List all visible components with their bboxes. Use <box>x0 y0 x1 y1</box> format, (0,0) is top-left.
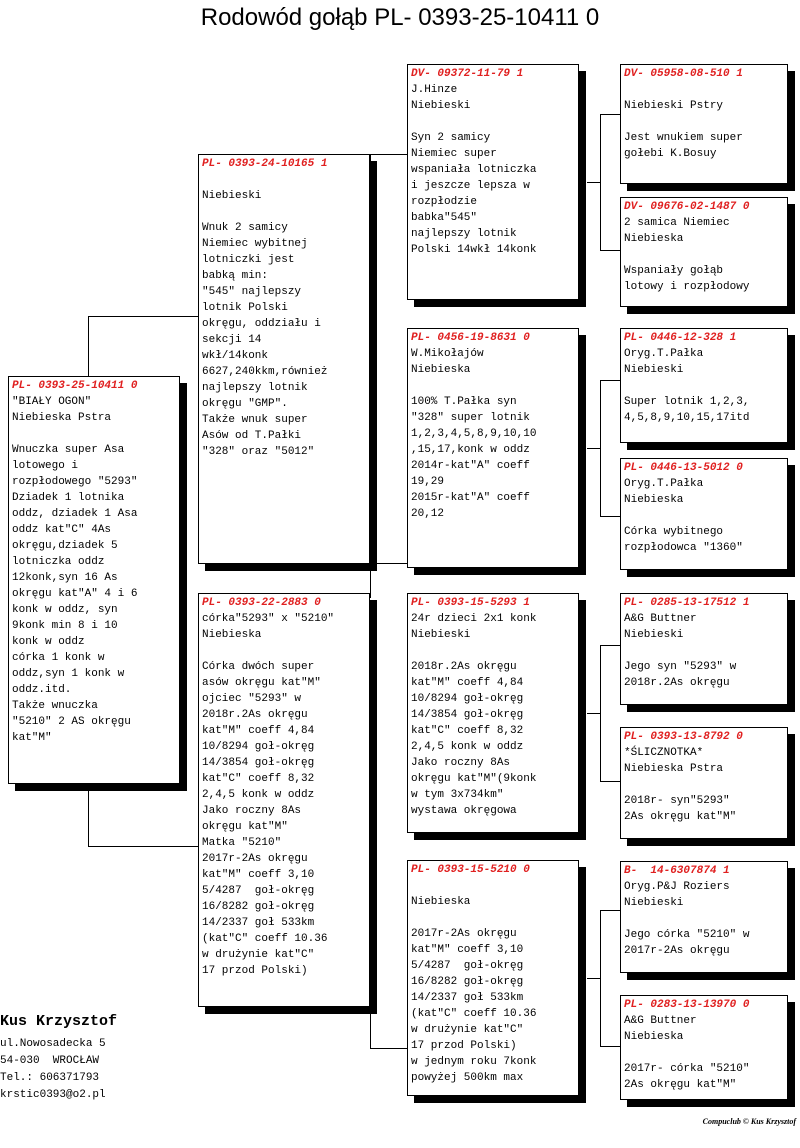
bird-description-line: najlepszy lotnik <box>411 228 517 240</box>
bird-description-line: 4,5,8,9,10,15,17itd <box>624 412 750 424</box>
pedigree-card-dam-dam <box>407 860 579 1096</box>
ring-number: DV- 05958-08-510 1 <box>624 68 743 80</box>
bird-description-line <box>411 910 575 926</box>
bird-description-line: 2017r-2As okręgu <box>411 928 517 940</box>
bird-description-line <box>624 1045 784 1061</box>
bird-description-line: 2017r-2As okręgu <box>202 853 308 865</box>
pedigree-card-sd-sire <box>620 328 788 443</box>
page-title: Rodowód gołąb PL- 0393-25-10411 0 <box>200 4 600 31</box>
bird-description-line: (kat"C" coeff 10.36 <box>411 1008 537 1020</box>
connector-line <box>88 846 200 847</box>
bird-description-line: Niebieska <box>624 494 684 506</box>
bird-description-line: 14/2337 goł 533km <box>202 917 315 929</box>
connector-line <box>370 154 407 155</box>
bird-description-line: Niebieska <box>202 629 262 641</box>
connector-line <box>587 182 600 183</box>
bird-description-line: Super lotnik 1,2,3, <box>624 396 750 408</box>
bird-description-line: Niemiec super <box>411 148 497 160</box>
pedigree-card-ds-dam <box>620 727 788 839</box>
bird-description-line: 16/8282 goł-okręg <box>202 901 315 913</box>
connector-line <box>587 713 600 714</box>
bird-description-line: 14/2337 goł 533km <box>411 992 524 1004</box>
bird-description-line: 2,4,5 konk w oddz <box>411 741 524 753</box>
bird-description-line: J.Hinze <box>411 84 458 96</box>
connector-line <box>370 154 371 172</box>
bird-description-line <box>624 247 784 263</box>
bird-description-line: 14/3854 goł-okręg <box>411 709 524 721</box>
ring-number: DV- 09372-11-79 1 <box>411 68 524 80</box>
bird-description-line: lotniczka oddz <box>12 556 105 568</box>
bird-description-line: Niemiec wybitnej <box>202 238 308 250</box>
bird-description-line <box>624 643 784 659</box>
owner-contact <box>0 1013 117 1104</box>
bird-description-line: oddz.itd. <box>12 684 72 696</box>
bird-description-line: w drużynie kat"C" <box>411 1024 524 1036</box>
bird-description-line: wspaniała lotniczka <box>411 164 537 176</box>
pedigree-card-dam <box>198 593 370 1007</box>
bird-description-line: Asów od T.Pałki <box>202 430 302 442</box>
bird-description-line: 2018r.2As okręgu <box>202 709 308 721</box>
ring-number: PL- 0393-15-5293 1 <box>411 597 530 609</box>
bird-description-line: Niebieski <box>411 629 471 641</box>
pedigree-card-dam-sire <box>407 593 579 833</box>
bird-description-line: Niebieska <box>624 233 684 245</box>
ring-number: PL- 0456-19-8631 0 <box>411 332 530 344</box>
connector-line <box>600 380 601 516</box>
bird-description-line: Niebieski <box>624 897 684 909</box>
bird-description-line: Niebieska <box>411 896 471 908</box>
bird-description-line: 1,2,3,4,5,8,9,10,10 <box>411 428 537 440</box>
bird-description-line: Niebieska Pstra <box>624 763 724 775</box>
pedigree-card-ss-sire <box>620 64 788 184</box>
bird-description-line: 2As okręgu kat"M" <box>624 1079 737 1091</box>
bird-description-line: lotowy i rozpłodowy <box>624 281 750 293</box>
bird-description-line: i jeszcze lepsza w <box>411 180 530 192</box>
bird-description-line: 19,29 <box>411 476 445 488</box>
ring-number: DV- 09676-02-1487 0 <box>624 201 750 213</box>
owner-city: 54-030 WROCŁAW <box>0 1055 100 1067</box>
bird-description-line: okręgu kat"M"(9konk <box>411 773 537 785</box>
bird-description-line: kat"M" coeff 4,84 <box>202 725 315 737</box>
pedigree-card-sd-dam <box>620 458 788 570</box>
bird-description-line: 6627,240kkm,również <box>202 366 328 378</box>
bird-description-line <box>624 378 784 394</box>
ring-number: PL- 0446-13-5012 0 <box>624 462 743 474</box>
pedigree-card-ds-sire <box>620 593 788 705</box>
bird-description-line: w jednym roku 7konk <box>411 1056 537 1068</box>
ring-number: PL- 0393-25-10411 0 <box>12 380 138 392</box>
bird-description-line: najlepszy lotnik <box>202 382 308 394</box>
bird-description-line: okręgu kat"M" <box>202 821 288 833</box>
bird-description-line: A&G Buttner <box>624 1015 697 1027</box>
bird-description-line: kat"C" coeff 8,32 <box>411 725 524 737</box>
bird-description-line: "328" super lotnik <box>411 412 530 424</box>
bird-description-line: Jego syn "5293" w <box>624 661 737 673</box>
connector-line <box>88 783 89 847</box>
connector-line <box>600 781 620 782</box>
owner-email: krstic0393@o2.pl <box>0 1089 106 1101</box>
bird-description-line: córka 1 konk w <box>12 652 105 664</box>
bird-description-line: kat"M" coeff 3,10 <box>411 944 524 956</box>
owner-address: ul.Nowosadecka 5 <box>0 1038 106 1050</box>
bird-description-line: *ŚLICZNOTKA* <box>624 747 704 759</box>
bird-description-line: konk w oddz <box>12 636 85 648</box>
connector-line <box>88 316 89 376</box>
bird-description-line: babka"545" <box>411 212 478 224</box>
ring-number: B- 14-6307874 1 <box>624 865 730 877</box>
bird-description-line: wkł/14konk <box>202 350 269 362</box>
bird-description-line: A&G Buttner <box>624 613 697 625</box>
bird-description-line: Niebieska Pstra <box>12 412 112 424</box>
connector-line <box>600 645 601 781</box>
bird-description-line: ,15,17,konk w oddz <box>411 444 530 456</box>
connector-line <box>370 563 407 564</box>
bird-description-line: Niebieski <box>624 364 684 376</box>
owner-name: Kus Krzysztof <box>0 1013 118 1030</box>
bird-description-line <box>411 643 575 659</box>
bird-description-line: 2015r-kat"A" coeff <box>411 492 530 504</box>
bird-description-line: 2017r- córka "5210" <box>624 1063 750 1075</box>
bird-description-line <box>411 878 575 894</box>
bird-description-line <box>411 114 575 130</box>
bird-description-line: 14/3854 goł-okręg <box>202 757 315 769</box>
pedigree-card-sire-dam <box>407 328 579 568</box>
connector-line <box>600 516 620 517</box>
bird-description-line: 2 samica Niemiec <box>624 217 730 229</box>
bird-description-line: rozpłodzie <box>411 196 478 208</box>
bird-description-line: konk w oddz, syn <box>12 604 118 616</box>
bird-description-line: 20,12 <box>411 508 445 520</box>
bird-description-line: Jest wnukiem super <box>624 132 743 144</box>
bird-description-line: Niebieski Pstry <box>624 100 724 112</box>
bird-description-line: Niebieski <box>411 100 471 112</box>
pedigree-card-dd-dam <box>620 995 788 1100</box>
connector-line <box>600 114 601 250</box>
bird-description-line: lotowego i <box>12 460 79 472</box>
bird-description-line: kat"M" coeff 4,84 <box>411 677 524 689</box>
bird-description-line <box>12 426 176 442</box>
bird-description-line: 10/8294 goł-okręg <box>411 693 524 705</box>
connector-line <box>600 1046 620 1047</box>
connector-line <box>600 645 620 646</box>
bird-description-line: asów okręgu kat"M" <box>202 677 321 689</box>
bird-description-line: Wspaniały gołąb <box>624 265 724 277</box>
bird-description-line: Niebieska <box>624 1031 684 1043</box>
bird-description-line: Oryg.T.Pałka <box>624 348 704 360</box>
bird-description-line: Wnuk 2 samicy <box>202 222 288 234</box>
connector-line <box>600 114 620 115</box>
bird-description-line <box>411 378 575 394</box>
bird-description-line: kat"C" coeff 8,32 <box>202 773 315 785</box>
bird-description-line <box>202 204 366 220</box>
bird-description-line: okręgu,dziadek 5 <box>12 540 118 552</box>
bird-description-line: 17 przod Polski) <box>411 1040 517 1052</box>
bird-description-line: 2017r-2As okręgu <box>624 945 730 957</box>
ring-number: PL- 0393-24-10165 1 <box>202 158 328 170</box>
connector-line <box>600 910 601 1046</box>
connector-line <box>587 978 600 979</box>
bird-description-line: Jego córka "5210" w <box>624 929 750 941</box>
bird-description-line: lotnik Polski <box>202 302 288 314</box>
bird-description-line: "5210" 2 AS okręgu <box>12 716 131 728</box>
bird-description-line <box>624 114 784 130</box>
bird-description-line: ojciec "5293" w <box>202 693 302 705</box>
bird-description-line <box>624 911 784 927</box>
bird-description-line: 100% T.Pałka syn <box>411 396 517 408</box>
bird-description-line: 10/8294 goł-okręg <box>202 741 315 753</box>
ring-number: PL- 0393-15-5210 0 <box>411 864 530 876</box>
bird-description-line: 2018r.2As okręgu <box>624 677 730 689</box>
bird-description-line: Syn 2 samicy <box>411 132 491 144</box>
connector-line <box>600 250 620 251</box>
bird-description-line: 2018r- syn"5293" <box>624 795 730 807</box>
bird-description-line: sekcji 14 <box>202 334 262 346</box>
bird-description-line: córka"5293" x "5210" <box>202 613 335 625</box>
pedigree-card-ss-dam <box>620 197 788 307</box>
bird-description-line: w drużynie kat"C" <box>202 949 315 961</box>
bird-description-line: Także wnuczka <box>12 700 98 712</box>
bird-description-line: kat"M" <box>12 732 52 744</box>
bird-description-line: 5/4287 goł-okręg <box>202 885 315 897</box>
bird-description-line <box>202 643 366 659</box>
bird-description-line: 2,4,5 konk w oddz <box>202 789 315 801</box>
bird-description-line: okręgu kat"A" 4 i 6 <box>12 588 138 600</box>
pedigree-card-sire-sire <box>407 64 579 300</box>
bird-description-line: rozpłodowca "1360" <box>624 542 743 554</box>
bird-description-line: Niebieski <box>202 190 262 202</box>
bird-description-line: Polski 14wkł 14konk <box>411 244 537 256</box>
bird-description-line: 16/8282 goł-okręg <box>411 976 524 988</box>
connector-line <box>600 910 620 911</box>
pedigree-card-subject <box>8 376 180 784</box>
bird-description-line: Córka dwóch super <box>202 661 315 673</box>
bird-description-line: lotniczki jest <box>202 254 295 266</box>
bird-description-line: (kat"C" coeff 10.36 <box>202 933 328 945</box>
bird-description-line: 12konk,syn 16 As <box>12 572 118 584</box>
bird-description-line: 5/4287 goł-okręg <box>411 960 524 972</box>
bird-description-line: Matka "5210" <box>202 837 282 849</box>
bird-description-line: w tym 3x734km" <box>411 789 504 801</box>
bird-description-line: "328" oraz "5012" <box>202 446 315 458</box>
connector-line <box>600 380 620 381</box>
bird-description-line: Córka wybitnego <box>624 526 724 538</box>
bird-description-line <box>624 508 784 524</box>
bird-description-line: okręgu, oddziału i <box>202 318 321 330</box>
pedigree-card-dd-sire <box>620 861 788 973</box>
bird-description-line: Jako roczny 8As <box>411 757 511 769</box>
bird-description-line: oddz, dziadek 1 Asa <box>12 508 138 520</box>
bird-description-line <box>624 777 784 793</box>
connector-line <box>370 563 371 598</box>
connector-line <box>370 1008 371 1048</box>
footer-credit: Compuclub © Kus Krzysztof <box>702 1117 796 1126</box>
bird-description-line: "545" najlepszy <box>202 286 302 298</box>
connector-line <box>370 1048 407 1049</box>
ring-number: PL- 0393-22-2883 0 <box>202 597 321 609</box>
ring-number: PL- 0285-13-17512 1 <box>624 597 750 609</box>
pedigree-card-sire <box>198 154 370 564</box>
bird-description-line: Oryg.T.Pałka <box>624 478 704 490</box>
connector-line <box>88 316 200 317</box>
bird-description-line: Wnuczka super Asa <box>12 444 125 456</box>
bird-description-line: Oryg.P&J Roziers <box>624 881 730 893</box>
bird-description-line: 17 przod Polski) <box>202 965 308 977</box>
bird-description-line: Jako roczny 8As <box>202 805 302 817</box>
bird-description-line: gołebi K.Bosuy <box>624 148 717 160</box>
bird-description-line: 2As okręgu kat"M" <box>624 811 737 823</box>
bird-description-line: 2014r-kat"A" coeff <box>411 460 530 472</box>
bird-description-line: Niebieski <box>624 629 684 641</box>
bird-description-line: wystawa okręgowa <box>411 805 517 817</box>
bird-description-line: Także wnuk super <box>202 414 308 426</box>
bird-description-line: Dziadek 1 lotnika <box>12 492 125 504</box>
connector-line <box>587 448 600 449</box>
bird-description-line: W.Mikołajów <box>411 348 484 360</box>
bird-description-line: rozpłodowego "5293" <box>12 476 138 488</box>
bird-description-line: "BIAŁY OGON" <box>12 396 92 408</box>
bird-description-line: 9konk min 8 i 10 <box>12 620 118 632</box>
bird-description-line: 24r dzieci 2x1 konk <box>411 613 537 625</box>
bird-description-line: oddz,syn 1 konk w <box>12 668 125 680</box>
bird-description-line: okręgu "GMP". <box>202 398 288 410</box>
bird-description-line: babką min: <box>202 270 269 282</box>
bird-description-line: powyżej 500km max <box>411 1072 524 1084</box>
bird-description-line: Niebieska <box>411 364 471 376</box>
bird-description-line: kat"M" coeff 3,10 <box>202 869 315 881</box>
ring-number: PL- 0283-13-13970 0 <box>624 999 750 1011</box>
bird-description-line <box>624 82 784 98</box>
bird-description-line: oddz kat"C" 4As <box>12 524 112 536</box>
owner-phone: Tel.: 606371793 <box>0 1072 100 1084</box>
bird-description-line <box>202 172 366 188</box>
ring-number: PL- 0446-12-328 1 <box>624 332 737 344</box>
bird-description-line: 2018r.2As okręgu <box>411 661 517 673</box>
ring-number: PL- 0393-13-8792 0 <box>624 731 743 743</box>
